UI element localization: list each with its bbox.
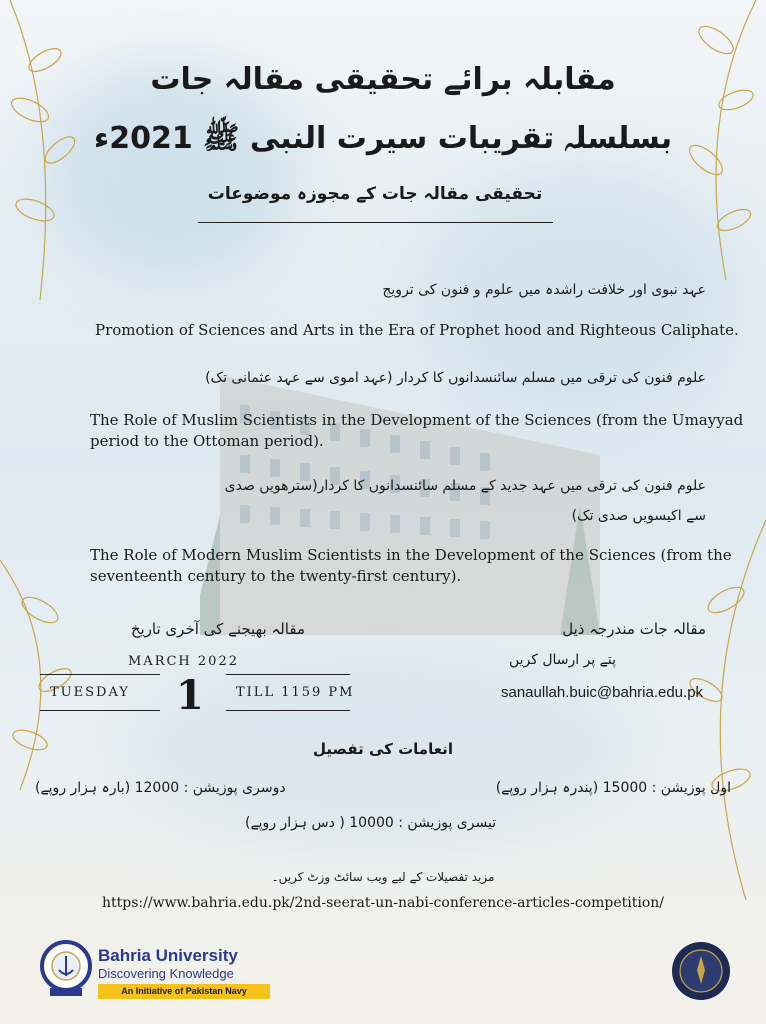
- page-subtitle: بسلسلہ تقریبات سیرت النبی ﷺ 2021ء: [93, 121, 673, 156]
- page-title: مقابلہ برائے تحقیقی مقالہ جات: [150, 62, 616, 97]
- deadline-time: TILL 1159 PM: [236, 685, 355, 700]
- topic-3-english-line1: The Role of Modern Muslim Scientists in the Development of the Sciences (from the: [90, 546, 732, 564]
- divider-line: [40, 710, 160, 711]
- initiative-badge: An Initiative of Pakistan Navy: [98, 984, 270, 999]
- topic-3-urdu-line2: سے اکیسویں صدی تک): [571, 508, 706, 524]
- topic-3-english-line2: seventeenth century to the twenty-first century).: [90, 567, 462, 585]
- divider-line: [226, 710, 350, 711]
- deadline-day: 1: [176, 672, 204, 719]
- topic-2-english-line2: period to the Ottoman period).: [90, 432, 324, 450]
- topic-1-urdu: عہد نبوی اور خلافت راشدہ میں علوم و فنون کی ترویج: [382, 282, 706, 298]
- topic-2-urdu: علوم فنون کی ترقی میں مسلم سائنسدانوں کا کردار (عہد اموی سے عہد عثمانی تک): [205, 370, 706, 386]
- topic-3-urdu-line1: علوم فنون کی ترقی میں عہد جدید کے مسلم سائنسدانوں کا کردار(سترھویں صدی: [224, 478, 706, 494]
- more-info-label: مزید تفصیلات کے لیے ویب سائٹ وزٹ کریں۔: [271, 870, 495, 884]
- conference-seal-logo: [670, 940, 732, 1002]
- divider-line: [40, 674, 160, 675]
- prize-third: تیسری پوزیشن : 10000 ( دس ہزار روپے): [245, 815, 497, 831]
- prize-first: اول پوزیشن : 15000 (پندرہ ہزار روپے): [495, 780, 731, 796]
- deadline-day-name: TUESDAY: [50, 685, 130, 700]
- university-name: Bahria University: [98, 946, 238, 965]
- gold-leaves-decoration: [646, 520, 766, 900]
- bahria-university-logo: [40, 940, 92, 998]
- prizes-heading: انعامات کی تفصیل: [313, 740, 453, 758]
- submission-label-line2: پتے پر ارسال کریں: [508, 652, 616, 668]
- submission-label-line1: مقالہ جات مندرجہ ذیل: [562, 620, 706, 638]
- website-link[interactable]: https://www.bahria.edu.pk/2nd-seerat-un-nabi-conference-articles-competition/: [102, 895, 664, 911]
- submission-email[interactable]: sanaullah.buic@bahria.edu.pk: [501, 684, 704, 701]
- prize-second: دوسری پوزیشن : 12000 (بارہ ہزار روپے): [35, 780, 286, 796]
- section-heading: تحقیقی مقالہ جات کے مجوزہ موضوعات: [207, 184, 543, 204]
- deadline-month: MARCH 2022: [128, 654, 239, 669]
- divider-line: [226, 674, 350, 675]
- topic-2-english-line1: The Role of Muslim Scientists in the Development of the Sciences (from the Umayyad: [90, 411, 744, 429]
- heading-underline: [198, 222, 553, 223]
- deadline-label: مقالہ بھیجنے کی آخری تاریخ: [130, 620, 305, 638]
- topic-1-english: Promotion of Sciences and Arts in the Era of Prophet hood and Righteous Caliphate.: [95, 321, 739, 339]
- university-tagline: Discovering Knowledge: [98, 966, 234, 981]
